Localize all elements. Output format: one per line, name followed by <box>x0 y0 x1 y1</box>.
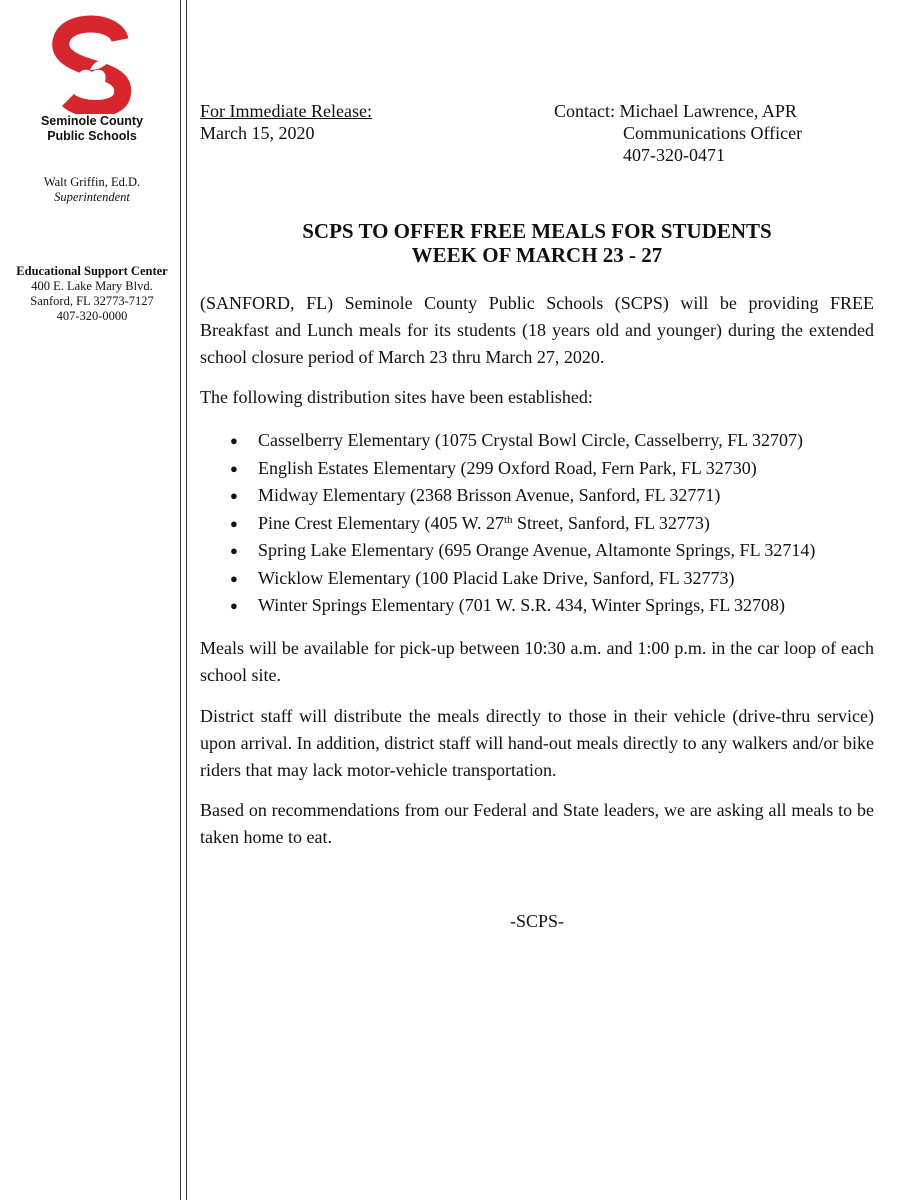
superintendent-name: Walt Griffin, Ed.D. <box>43 175 141 189</box>
list-item <box>200 565 874 593</box>
office-address-line2: Sanford, FL 32773-7127 <box>30 294 154 308</box>
superintendent-block <box>0 175 184 205</box>
list-item <box>200 510 874 538</box>
org-name-line1: Seminole County <box>40 114 144 128</box>
headline <box>200 219 874 267</box>
org-name-line2: Public Schools <box>47 129 137 143</box>
list-item <box>200 455 874 483</box>
pickup-paragraph: Meals will be available for pick-up between 10:30 a.m. and 1:00 p.m. in the car loop of each school site. <box>200 638 874 685</box>
bullet-icon: ● <box>230 543 238 558</box>
site-text: Wicklow Elementary (100 Placid Lake Drive, Sanford, FL 32773) <box>258 567 735 588</box>
office-phone: 407-320-0000 <box>56 309 128 323</box>
sidebar-divider-line-2 <box>186 0 187 1200</box>
list-item <box>200 427 874 455</box>
site-text-before: Pine Crest Elementary (405 W. 27 <box>258 512 504 533</box>
sidebar-divider-line <box>180 0 181 1200</box>
list-item <box>200 592 874 620</box>
distribution-sites-list <box>200 427 874 620</box>
logo-apple <box>78 70 105 92</box>
site-text: Winter Springs Elementary (701 W. S.R. 434, Winter Springs, FL 32708) <box>258 595 786 615</box>
superintendent-title: Superintendent <box>54 190 130 204</box>
intro-paragraph: (SANFORD, FL) Seminole County Public Schools (SCPS) will be providing FREE Breakfast and Lunch meals for its students (18 years old and younger) during the extended school closure period of March 23 thru March 27, 2020. <box>200 293 874 367</box>
site-text: English Estates Elementary (299 Oxford Road, Fern Park, FL 32730) <box>258 457 757 478</box>
logo-s-shape <box>61 24 123 109</box>
bullet-icon: ● <box>230 515 238 531</box>
release-info <box>200 100 530 144</box>
bullet-icon: ● <box>230 488 238 503</box>
scps-logo-icon <box>50 14 134 114</box>
bullet-icon: ● <box>230 570 238 586</box>
office-address-block <box>0 264 184 324</box>
site-text: Spring Lake Elementary (695 Orange Avenue, Altamonte Springs, FL 32714) <box>258 540 816 560</box>
site-text: Midway Elementary (2368 Brisson Avenue, Sanford, FL 32771) <box>258 485 721 505</box>
list-item <box>200 482 874 510</box>
release-date: March 15, 2020 <box>200 123 315 143</box>
contact-phone: 407-320-0471 <box>623 145 725 165</box>
site-text: Casselberry Elementary (1075 Crystal Bowl Circle, Casselberry, FL 32707) <box>258 430 804 450</box>
office-address-line1: 400 E. Lake Mary Blvd. <box>31 279 153 293</box>
headline-line1: SCPS TO OFFER FREE MEALS FOR STUDENTS <box>302 219 772 243</box>
site-text-after: Street, Sanford, FL 32773) <box>512 512 710 533</box>
bullet-icon: ● <box>230 598 238 613</box>
headline-line2: WEEK OF MARCH 23 - 27 <box>411 243 663 267</box>
contact-info <box>554 100 874 166</box>
end-mark: -SCPS- <box>509 911 565 931</box>
organization-name <box>0 114 184 144</box>
sites-intro-paragraph: The following distribution sites have been established: <box>200 387 593 407</box>
office-name: Educational Support Center <box>16 264 168 278</box>
list-item <box>200 537 874 565</box>
distribution-paragraph: District staff will distribute the meals directly to those in their vehicle (drive-thru service) upon arrival. In addition, district staff will hand-out meals directly to any walkers and/or bike riders that may lack motor-vehicle transportation. <box>200 706 874 780</box>
bullet-icon: ● <box>230 433 238 448</box>
letterhead-sidebar <box>0 0 180 1200</box>
contact-title: Communications Officer <box>623 123 803 143</box>
site-text-superscript: th <box>503 513 513 526</box>
contact-name: Contact: Michael Lawrence, APR <box>554 101 797 121</box>
bullet-icon: ● <box>230 460 238 476</box>
release-label: For Immediate Release: <box>200 101 372 121</box>
recommendation-paragraph: Based on recommendations from our Federal and State leaders, we are asking all meals to be taken home to eat. <box>200 800 874 847</box>
